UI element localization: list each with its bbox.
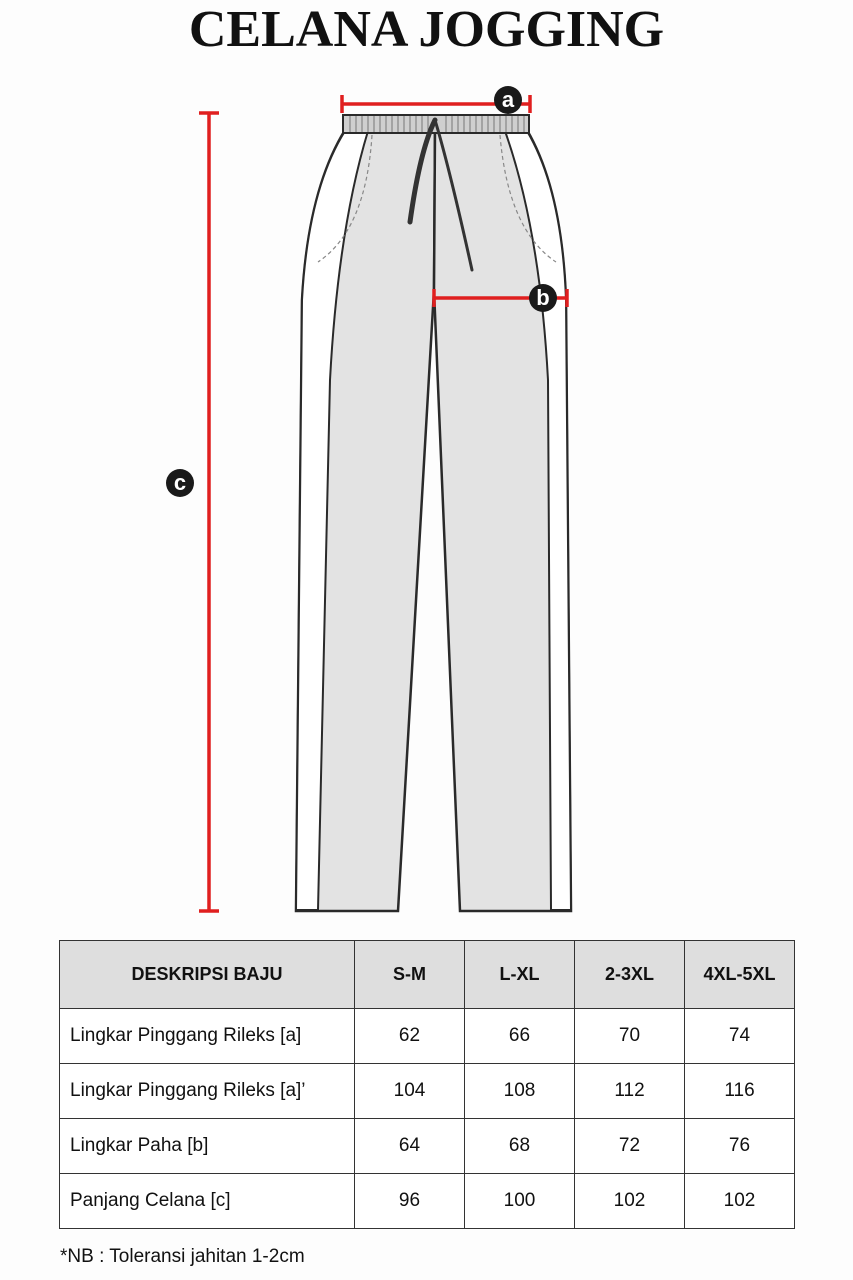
table-cell: 74 (685, 1009, 795, 1064)
table-cell: 76 (685, 1119, 795, 1174)
table-row (60, 1064, 795, 1119)
measure-a (342, 86, 530, 114)
header-size-2-3xl: 2-3XL (575, 941, 685, 1009)
table-cell: 104 (355, 1064, 465, 1119)
table-cell: 96 (355, 1174, 465, 1229)
header-size-s-m: S-M (355, 941, 465, 1009)
table-row (60, 1119, 795, 1174)
page-title: CELANA JOGGING (188, 1, 665, 58)
table-header-row (60, 941, 795, 1009)
header-size-4xl-5xl: 4XL-5XL (685, 941, 795, 1009)
table-cell: 70 (575, 1009, 685, 1064)
table-cell: 66 (465, 1009, 575, 1064)
table-cell: 100 (465, 1174, 575, 1229)
tolerance-note: *NB : Toleransi jahitan 1-2cm (60, 1246, 305, 1267)
table-cell: 64 (355, 1119, 465, 1174)
table-cell: 102 (685, 1174, 795, 1229)
size-chart-table (59, 940, 795, 1229)
row-description: Lingkar Pinggang Rileks [a] (60, 1009, 355, 1064)
measure-c (166, 113, 219, 911)
label-a: a (501, 87, 515, 112)
label-b: b (536, 285, 550, 310)
table-cell: 62 (355, 1009, 465, 1064)
label-c: c (173, 470, 187, 495)
table-row (60, 1174, 795, 1229)
table-cell: 112 (575, 1064, 685, 1119)
table-cell: 68 (465, 1119, 575, 1174)
table-row (60, 1009, 795, 1064)
row-description: Lingkar Pinggang Rileks [a]’ (60, 1064, 355, 1119)
table-cell: 102 (575, 1174, 685, 1229)
header-size-l-xl: L-XL (465, 941, 575, 1009)
table-cell: 108 (465, 1064, 575, 1119)
table-cell: 72 (575, 1119, 685, 1174)
table-cell: 116 (685, 1064, 795, 1119)
row-description: Panjang Celana [c] (60, 1174, 355, 1229)
row-description: Lingkar Paha [b] (60, 1119, 355, 1174)
header-description: DESKRIPSI BAJU (60, 941, 355, 1009)
